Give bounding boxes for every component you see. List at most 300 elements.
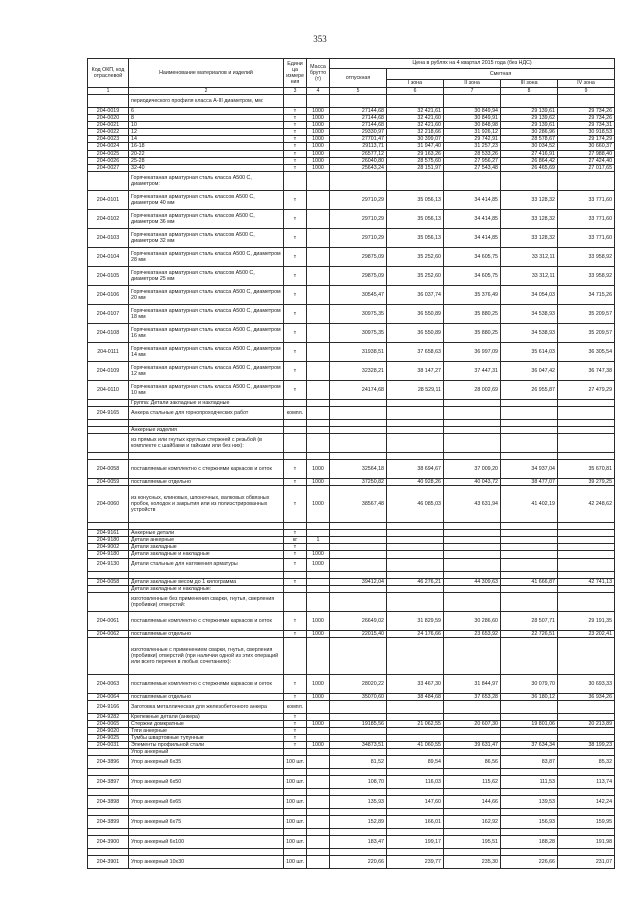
cell-zone-2-price: 28 002,69 bbox=[444, 380, 501, 399]
cell-zone-3-price bbox=[501, 809, 558, 816]
cell-code: 204-0064 bbox=[88, 693, 129, 700]
cell-zone-4-price bbox=[558, 426, 615, 433]
cell-mass: 1000 bbox=[307, 486, 330, 523]
cell-zone-3-price bbox=[501, 592, 558, 611]
cell-unit bbox=[284, 419, 307, 426]
cell-unit bbox=[284, 637, 307, 674]
cell-zone-1-price bbox=[387, 769, 444, 776]
cell-release-price: 29710,29 bbox=[330, 190, 387, 209]
cell-zone-2-price bbox=[444, 571, 501, 578]
cell-unit: т bbox=[284, 143, 307, 150]
cell-unit: т bbox=[284, 164, 307, 171]
cell-unit bbox=[284, 809, 307, 816]
cell-zone-1-price: 199,17 bbox=[387, 836, 444, 849]
cell-zone-4-price bbox=[558, 700, 615, 713]
cell-zone-4-price bbox=[558, 95, 615, 108]
cell-zone-3-price: 36 180,12 bbox=[501, 693, 558, 700]
cell-zone-1-price bbox=[387, 571, 444, 578]
header-zone-4: IV зона bbox=[558, 80, 615, 88]
table-row bbox=[88, 266, 615, 285]
cell-zone-2-price: 34 414,85 bbox=[444, 209, 501, 228]
cell-zone-4-price: 142,24 bbox=[558, 796, 615, 809]
table-row bbox=[88, 849, 615, 856]
cell-mass bbox=[307, 735, 330, 742]
cell-zone-3-price bbox=[501, 728, 558, 735]
cell-name: Тяги анкерные bbox=[129, 728, 284, 735]
table-row bbox=[88, 776, 615, 789]
cell-name: Упор анкерный 6х75 bbox=[129, 816, 284, 829]
cell-zone-2-price: 34 414,85 bbox=[444, 228, 501, 247]
cell-release-price: 26649,02 bbox=[330, 611, 387, 630]
cell-unit: т bbox=[284, 713, 307, 720]
cell-release-price: 27701,47 bbox=[330, 136, 387, 143]
table-row bbox=[88, 460, 615, 479]
cell-release-price bbox=[330, 544, 387, 551]
table-row bbox=[88, 399, 615, 406]
cell-mass bbox=[307, 399, 330, 406]
table-header bbox=[88, 59, 615, 95]
cell-zone-2-price bbox=[444, 551, 501, 558]
column-number: 8 bbox=[501, 88, 558, 95]
cell-mass: 1000 bbox=[307, 693, 330, 700]
cell-zone-2-price bbox=[444, 592, 501, 611]
cell-mass bbox=[307, 190, 330, 209]
cell-name: Горячекатаная арматурная сталь класса А500 С, диаметром 10 мм bbox=[129, 380, 284, 399]
cell-unit: компл. bbox=[284, 406, 307, 419]
cell-name bbox=[129, 419, 284, 426]
cell-zone-3-price: 34 937,04 bbox=[501, 460, 558, 479]
cell-zone-3-price bbox=[501, 544, 558, 551]
cell-release-price bbox=[330, 551, 387, 558]
cell-zone-2-price: 35 880,25 bbox=[444, 304, 501, 323]
cell-zone-1-price bbox=[387, 95, 444, 108]
cell-zone-4-price: 35 209,57 bbox=[558, 304, 615, 323]
cell-zone-4-price bbox=[558, 829, 615, 836]
cell-zone-2-price bbox=[444, 453, 501, 460]
cell-zone-2-price bbox=[444, 829, 501, 836]
cell-mass bbox=[307, 809, 330, 816]
cell-zone-1-price bbox=[387, 558, 444, 571]
cell-zone-2-price bbox=[444, 537, 501, 544]
cell-code: 204-9161 bbox=[88, 530, 129, 537]
cell-zone-1-price bbox=[387, 406, 444, 419]
cell-code: 204-0106 bbox=[88, 285, 129, 304]
cell-zone-1-price bbox=[387, 713, 444, 720]
table-row bbox=[88, 700, 615, 713]
cell-zone-2-price bbox=[444, 95, 501, 108]
cell-release-price: 32328,21 bbox=[330, 361, 387, 380]
cell-code: 204-0058 bbox=[88, 460, 129, 479]
cell-name: из прямых или гнутых круглых стержней с резьбой (в комплекте с шайбами и гайками или без них): bbox=[129, 434, 284, 453]
cell-code: 204-0102 bbox=[88, 209, 129, 228]
cell-zone-3-price bbox=[501, 406, 558, 419]
table-row bbox=[88, 578, 615, 585]
cell-release-price: 29875,09 bbox=[330, 247, 387, 266]
table-row bbox=[88, 829, 615, 836]
cell-code: 204-0023 bbox=[88, 136, 129, 143]
cell-mass bbox=[307, 209, 330, 228]
cell-zone-4-price: 35 670,81 bbox=[558, 460, 615, 479]
cell-code bbox=[88, 749, 129, 756]
cell-zone-1-price: 30 399,07 bbox=[387, 136, 444, 143]
table-row bbox=[88, 537, 615, 544]
table-row bbox=[88, 742, 615, 749]
cell-unit: т bbox=[284, 266, 307, 285]
cell-zone-3-price: 19 801,06 bbox=[501, 720, 558, 727]
cell-zone-1-price bbox=[387, 399, 444, 406]
cell-unit: 100 шт. bbox=[284, 796, 307, 809]
cell-zone-1-price: 35 056,13 bbox=[387, 190, 444, 209]
cell-zone-2-price bbox=[444, 171, 501, 190]
cell-mass: 1000 bbox=[307, 122, 330, 129]
cell-code: 204-9002 bbox=[88, 544, 129, 551]
cell-code bbox=[88, 829, 129, 836]
cell-mass bbox=[307, 789, 330, 796]
cell-release-price bbox=[330, 592, 387, 611]
cell-zone-3-price bbox=[501, 571, 558, 578]
page-number: 353 bbox=[313, 34, 327, 44]
cell-unit: т bbox=[284, 486, 307, 523]
cell-zone-3-price bbox=[501, 551, 558, 558]
cell-zone-2-price: 44 309,63 bbox=[444, 578, 501, 585]
cell-zone-2-price bbox=[444, 585, 501, 592]
cell-zone-3-price: 26 465,69 bbox=[501, 164, 558, 171]
cell-zone-2-price: 37 447,31 bbox=[444, 361, 501, 380]
table-row bbox=[88, 816, 615, 829]
cell-release-price bbox=[330, 849, 387, 856]
cell-code bbox=[88, 399, 129, 406]
cell-zone-1-price: 35 252,60 bbox=[387, 247, 444, 266]
cell-code: 204-0063 bbox=[88, 674, 129, 693]
cell-code: 204-0107 bbox=[88, 304, 129, 323]
cell-code bbox=[88, 171, 129, 190]
cell-mass: 1000 bbox=[307, 611, 330, 630]
cell-code: 204-0021 bbox=[88, 122, 129, 129]
cell-zone-1-price: 116,03 bbox=[387, 776, 444, 789]
cell-code: 204-0027 bbox=[88, 164, 129, 171]
cell-release-price bbox=[330, 399, 387, 406]
cell-unit: т bbox=[284, 720, 307, 727]
cell-zone-1-price: 28 575,60 bbox=[387, 157, 444, 164]
cell-zone-4-price bbox=[558, 406, 615, 419]
cell-zone-3-price: 33 312,11 bbox=[501, 266, 558, 285]
cell-zone-3-price: 36 047,42 bbox=[501, 361, 558, 380]
table-row bbox=[88, 713, 615, 720]
cell-code: 204-0104 bbox=[88, 247, 129, 266]
table-row bbox=[88, 115, 615, 122]
table-body bbox=[88, 95, 615, 869]
cell-unit: т bbox=[284, 323, 307, 342]
table-row bbox=[88, 190, 615, 209]
cell-code: 204-3898 bbox=[88, 796, 129, 809]
cell-zone-1-price: 32 421,61 bbox=[387, 108, 444, 115]
cell-mass bbox=[307, 285, 330, 304]
cell-zone-3-price: 34 054,03 bbox=[501, 285, 558, 304]
cell-name: Упор анкерный 6х35 bbox=[129, 756, 284, 769]
cell-mass: 1000 bbox=[307, 558, 330, 571]
cell-zone-4-price: 27 479,29 bbox=[558, 380, 615, 399]
cell-mass bbox=[307, 228, 330, 247]
cell-mass: 1000 bbox=[307, 479, 330, 486]
cell-zone-4-price: 42 741,13 bbox=[558, 578, 615, 585]
cell-zone-1-price: 36 037,74 bbox=[387, 285, 444, 304]
cell-mass bbox=[307, 769, 330, 776]
cell-zone-2-price bbox=[444, 700, 501, 713]
cell-name: Группа: Детали закладные и накладные bbox=[129, 399, 284, 406]
column-number: 4 bbox=[307, 88, 330, 95]
table-row bbox=[88, 674, 615, 693]
cell-zone-2-price bbox=[444, 426, 501, 433]
cell-zone-2-price: 30 849,94 bbox=[444, 108, 501, 115]
table-row bbox=[88, 342, 615, 361]
cell-code: 204-0065 bbox=[88, 720, 129, 727]
cell-unit: т bbox=[284, 247, 307, 266]
table-row bbox=[88, 164, 615, 171]
cell-release-price bbox=[330, 419, 387, 426]
cell-code: 204-9020 bbox=[88, 728, 129, 735]
cell-zone-4-price bbox=[558, 728, 615, 735]
table-row bbox=[88, 247, 615, 266]
table-row bbox=[88, 380, 615, 399]
cell-code: 204-0108 bbox=[88, 323, 129, 342]
cell-zone-4-price: 30 693,33 bbox=[558, 674, 615, 693]
cell-zone-1-price: 89,54 bbox=[387, 756, 444, 769]
cell-zone-1-price: 239,77 bbox=[387, 856, 444, 869]
cell-zone-3-price: 28 507,71 bbox=[501, 611, 558, 630]
cell-code: 204-0020 bbox=[88, 115, 129, 122]
cell-zone-4-price: 23 202,41 bbox=[558, 630, 615, 637]
cell-zone-1-price bbox=[387, 592, 444, 611]
cell-zone-2-price: 30 849,91 bbox=[444, 115, 501, 122]
cell-zone-1-price: 35 252,60 bbox=[387, 266, 444, 285]
cell-zone-3-price: 33 128,32 bbox=[501, 209, 558, 228]
cell-zone-4-price bbox=[558, 434, 615, 453]
cell-zone-4-price bbox=[558, 769, 615, 776]
column-number: 3 bbox=[284, 88, 307, 95]
cell-zone-3-price bbox=[501, 735, 558, 742]
cell-name: Горячекатаная арматурная сталь классов А500 С, диаметром 36 мм bbox=[129, 209, 284, 228]
cell-name: 12 bbox=[129, 129, 284, 136]
cell-mass bbox=[307, 419, 330, 426]
cell-name: Горячекатаная арматурная сталь классов А500 С, диаметром 25 мм bbox=[129, 266, 284, 285]
cell-zone-2-price bbox=[444, 530, 501, 537]
cell-zone-4-price bbox=[558, 809, 615, 816]
cell-unit: т bbox=[284, 361, 307, 380]
cell-zone-3-price: 29 139,61 bbox=[501, 108, 558, 115]
cell-unit: т bbox=[284, 157, 307, 164]
cell-unit: т bbox=[284, 544, 307, 551]
cell-zone-4-price: 33 958,92 bbox=[558, 247, 615, 266]
cell-code: 204-0058 bbox=[88, 578, 129, 585]
cell-name: Горячекатаная арматурная сталь класса А500 С, диаметром 20 мм bbox=[129, 285, 284, 304]
cell-name: Упор анкерный 6х50 bbox=[129, 776, 284, 789]
cell-zone-2-price bbox=[444, 789, 501, 796]
cell-release-price: 29710,29 bbox=[330, 228, 387, 247]
cell-zone-3-price: 226,66 bbox=[501, 856, 558, 869]
cell-name: Горячекатаная арматурная сталь класса А500 С, диаметром 14 мм bbox=[129, 342, 284, 361]
cell-zone-4-price bbox=[558, 530, 615, 537]
cell-name: изготовленные с применением сварки, гнутья, сверления (пробивки) отверстий (при наличии одной из этих операций или всего перечня в любых сочетаниях): bbox=[129, 637, 284, 674]
cell-mass bbox=[307, 266, 330, 285]
cell-mass bbox=[307, 728, 330, 735]
table-row bbox=[88, 856, 615, 869]
cell-release-price bbox=[330, 95, 387, 108]
cell-zone-1-price bbox=[387, 809, 444, 816]
cell-zone-3-price bbox=[501, 829, 558, 836]
cell-release-price bbox=[330, 537, 387, 544]
header-name: Наименование материалов и изделий bbox=[129, 59, 284, 88]
table-row bbox=[88, 486, 615, 523]
cell-zone-2-price: 37 009,20 bbox=[444, 460, 501, 479]
cell-unit: т bbox=[284, 209, 307, 228]
cell-zone-3-price: 22 726,51 bbox=[501, 630, 558, 637]
cell-zone-1-price bbox=[387, 523, 444, 530]
cell-release-price: 183,47 bbox=[330, 836, 387, 849]
cell-zone-4-price bbox=[558, 735, 615, 742]
cell-mass bbox=[307, 713, 330, 720]
cell-unit bbox=[284, 434, 307, 453]
header-zone-1: I зона bbox=[387, 80, 444, 88]
cell-release-price bbox=[330, 769, 387, 776]
column-numbers-row bbox=[88, 88, 615, 95]
cell-zone-3-price: 37 634,34 bbox=[501, 742, 558, 749]
cell-mass bbox=[307, 796, 330, 809]
cell-code bbox=[88, 585, 129, 592]
cell-zone-4-price: 29 191,35 bbox=[558, 611, 615, 630]
cell-unit bbox=[284, 585, 307, 592]
cell-code bbox=[88, 592, 129, 611]
cell-release-price: 22015,40 bbox=[330, 630, 387, 637]
cell-zone-4-price: 113,74 bbox=[558, 776, 615, 789]
cell-zone-1-price bbox=[387, 735, 444, 742]
cell-zone-3-price: 28 578,67 bbox=[501, 136, 558, 143]
cell-zone-3-price bbox=[501, 749, 558, 756]
table-row bbox=[88, 693, 615, 700]
cell-unit: т bbox=[284, 693, 307, 700]
cell-code bbox=[88, 419, 129, 426]
cell-release-price: 19185,56 bbox=[330, 720, 387, 727]
cell-code: 204-0060 bbox=[88, 486, 129, 523]
cell-unit bbox=[284, 829, 307, 836]
header-estimate-price: Сметная bbox=[387, 69, 615, 80]
header-zone-2: II зона bbox=[444, 80, 501, 88]
cell-zone-2-price: 235,30 bbox=[444, 856, 501, 869]
cell-code bbox=[88, 809, 129, 816]
cell-zone-4-price bbox=[558, 637, 615, 674]
cell-unit: компл. bbox=[284, 700, 307, 713]
column-number: 2 bbox=[129, 88, 284, 95]
table-row bbox=[88, 406, 615, 419]
cell-zone-1-price: 36 550,89 bbox=[387, 304, 444, 323]
cell-mass bbox=[307, 544, 330, 551]
table-row bbox=[88, 836, 615, 849]
cell-name: Упор анкерный 6х100 bbox=[129, 836, 284, 849]
table-row bbox=[88, 323, 615, 342]
table-row bbox=[88, 122, 615, 129]
cell-name: 10 bbox=[129, 122, 284, 129]
cell-zone-2-price: 37 653,28 bbox=[444, 693, 501, 700]
table-row bbox=[88, 558, 615, 571]
table-row bbox=[88, 796, 615, 809]
cell-zone-4-price: 191,98 bbox=[558, 836, 615, 849]
cell-zone-2-price: 35 376,49 bbox=[444, 285, 501, 304]
cell-mass: 1000 bbox=[307, 742, 330, 749]
cell-unit: т bbox=[284, 674, 307, 693]
cell-zone-3-price bbox=[501, 769, 558, 776]
table-row bbox=[88, 728, 615, 735]
cell-release-price: 28020,22 bbox=[330, 674, 387, 693]
cell-mass: 1000 bbox=[307, 157, 330, 164]
cell-mass: 1000 bbox=[307, 720, 330, 727]
cell-zone-2-price: 144,66 bbox=[444, 796, 501, 809]
cell-zone-3-price bbox=[501, 530, 558, 537]
cell-zone-4-price: 36 934,26 bbox=[558, 693, 615, 700]
cell-zone-2-price: 27 543,48 bbox=[444, 164, 501, 171]
cell-zone-3-price bbox=[501, 849, 558, 856]
table-row bbox=[88, 228, 615, 247]
cell-zone-4-price bbox=[558, 571, 615, 578]
cell-name: Крепежные детали (анкера) bbox=[129, 713, 284, 720]
cell-zone-2-price: 31 844,97 bbox=[444, 674, 501, 693]
cell-zone-1-price bbox=[387, 544, 444, 551]
cell-zone-1-price: 38 694,67 bbox=[387, 460, 444, 479]
cell-unit: 100 шт. bbox=[284, 836, 307, 849]
cell-code: 204-0059 bbox=[88, 479, 129, 486]
cell-zone-4-price: 29 734,31 bbox=[558, 122, 615, 129]
cell-release-price: 24174,68 bbox=[330, 380, 387, 399]
cell-name: Детали закладные весом до 1 килограмма bbox=[129, 578, 284, 585]
cell-unit: т bbox=[284, 460, 307, 479]
cell-unit: т bbox=[284, 735, 307, 742]
cell-name: из конусных, клиновых, шпоночных, валковых обвязных пробок, колодок и закрытия или из полиэстрированных устройств bbox=[129, 486, 284, 523]
cell-name: Детали закладные и накладные: bbox=[129, 585, 284, 592]
cell-unit: т bbox=[284, 136, 307, 143]
cell-zone-1-price: 41 060,55 bbox=[387, 742, 444, 749]
cell-code: 204-9282 bbox=[88, 713, 129, 720]
cell-release-price bbox=[330, 426, 387, 433]
cell-code: 204-0024 bbox=[88, 143, 129, 150]
cell-zone-4-price: 30 660,37 bbox=[558, 143, 615, 150]
cell-release-price bbox=[330, 789, 387, 796]
cell-zone-4-price: 29 734,26 bbox=[558, 108, 615, 115]
cell-zone-4-price bbox=[558, 713, 615, 720]
cell-zone-3-price: 26 864,42 bbox=[501, 157, 558, 164]
cell-mass bbox=[307, 95, 330, 108]
cell-zone-3-price: 41 402,19 bbox=[501, 486, 558, 523]
cell-mass bbox=[307, 453, 330, 460]
cell-name: Горячекатаная арматурная сталь класса А500 С, диаметром 12 мм bbox=[129, 361, 284, 380]
cell-zone-2-price bbox=[444, 523, 501, 530]
cell-unit: т bbox=[284, 630, 307, 637]
cell-release-price bbox=[330, 749, 387, 756]
cell-release-price bbox=[330, 728, 387, 735]
cell-name: 8 bbox=[129, 115, 284, 122]
table-row bbox=[88, 150, 615, 157]
cell-zone-4-price: 42 248,62 bbox=[558, 486, 615, 523]
cell-release-price bbox=[330, 434, 387, 453]
cell-code: 204-9130 bbox=[88, 558, 129, 571]
cell-zone-2-price bbox=[444, 558, 501, 571]
cell-name: Горячекатаная арматурная сталь классов А500 С, диаметром 32 мм bbox=[129, 228, 284, 247]
cell-unit bbox=[284, 849, 307, 856]
cell-mass bbox=[307, 849, 330, 856]
cell-name: Детали анкерные bbox=[129, 537, 284, 544]
cell-zone-3-price: 83,87 bbox=[501, 756, 558, 769]
cell-zone-3-price bbox=[501, 700, 558, 713]
cell-release-price: 29330,97 bbox=[330, 129, 387, 136]
cell-name: Детали стальные для натяжения арматуры bbox=[129, 558, 284, 571]
cell-release-price: 32564,18 bbox=[330, 460, 387, 479]
